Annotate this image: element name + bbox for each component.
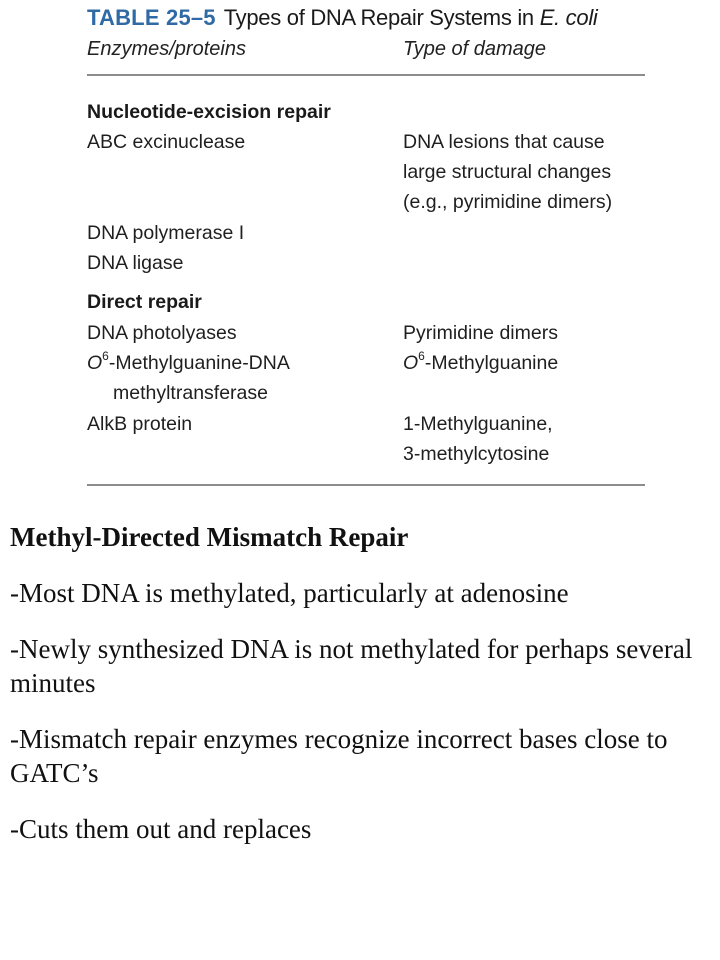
damage-cell [403,348,558,378]
section-title: Direct repair [87,291,202,313]
column-header-enzymes: Enzymes/proteins [87,38,246,60]
enzyme-cell: DNA ligase [87,252,184,274]
enzyme-italic-o: O [87,352,103,374]
damage-cell: (e.g., pyrimidine dimers) [403,191,613,213]
enzyme-cell: DNA polymerase I [87,222,245,244]
table-number: TABLE 25–5 [87,5,216,30]
table-species: E. coli [539,5,598,30]
damage-cell: Pyrimidine dimers [403,322,558,344]
column-header-damage: Type of damage [403,38,547,60]
damage-cell: 3-methylcytosine [403,443,550,465]
enzyme-cell: AlkB protein [87,413,193,435]
enzyme-cell [87,348,290,378]
notes-heading: Methyl-Directed Mismatch Repair [10,522,409,552]
enzyme-superscript: 6 [102,348,109,363]
damage-italic-o: O [403,352,419,374]
notes-block [10,520,710,868]
note-bullet: -Mismatch repair enzymes recognize incorrect bases close to GATC’s [10,724,668,788]
note-bullet: -Cuts them out and replaces [10,814,312,844]
note-bullet: -Newly synthesized DNA is not methylated for perhaps several minutes [10,634,693,698]
damage-cell: DNA lesions that cause [403,131,605,153]
damage-cell: large structural changes [403,161,612,183]
table-caption: Types of DNA Repair Systems in [223,5,540,30]
damage-name: -Methylguanine [424,352,559,374]
header-rule [87,74,645,76]
table-title [87,5,598,31]
enzyme-cell: ABC excinuclease [87,131,246,153]
enzyme-cell-continued: methyltransferase [113,382,268,404]
enzyme-name: -Methylguanine-DNA [108,352,290,374]
section-title: Nucleotide-excision repair [87,101,331,123]
enzyme-cell: DNA photolyases [87,322,237,344]
damage-superscript: 6 [418,348,425,363]
damage-cell: 1-Methylguanine, [403,413,553,435]
note-bullet: -Most DNA is methylated, particularly at adenosine [10,578,569,608]
footer-rule [87,484,645,486]
